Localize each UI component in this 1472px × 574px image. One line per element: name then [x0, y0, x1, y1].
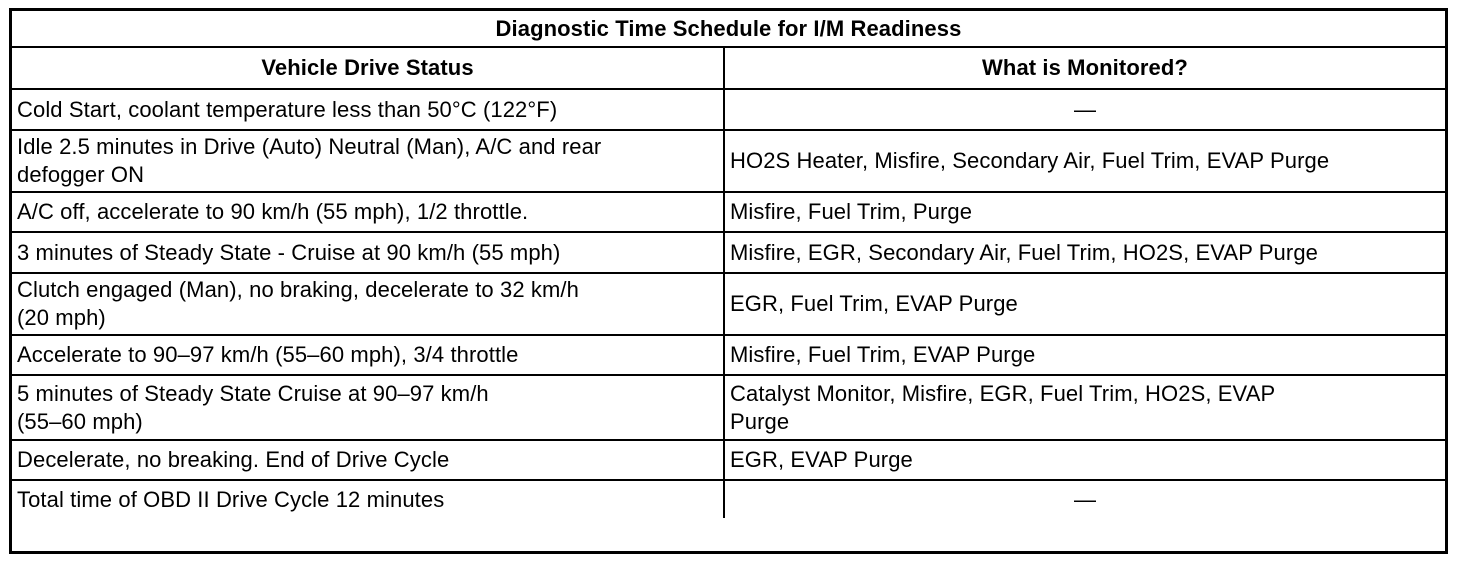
drive-status-line: Clutch engaged (Man), no braking, decelerate to 32 km/h [17, 277, 579, 302]
table-row [12, 89, 1445, 130]
monitored-cell: — [724, 89, 1445, 130]
drive-status-line: defogger ON [17, 162, 145, 187]
monitored-cell: HO2S Heater, Misfire, Secondary Air, Fuel Trim, EVAP Purge [724, 130, 1445, 192]
table-row [12, 232, 1445, 273]
table-row [12, 375, 1445, 440]
drive-status-line: Idle 2.5 minutes in Drive (Auto) Neutral (Man), A/C and rear [17, 134, 602, 159]
monitored-line: Catalyst Monitor, Misfire, EGR, Fuel Trim, HO2S, EVAP [730, 380, 1276, 406]
monitored-line: Purge [730, 408, 790, 434]
monitored-cell: EGR, EVAP Purge [724, 440, 1445, 480]
drive-status-cell: Total time of OBD II Drive Cycle 12 minutes [12, 480, 724, 518]
drive-status-cell [12, 375, 724, 440]
monitored-cell [724, 375, 1445, 440]
table-row [12, 273, 1445, 335]
drive-status-cell [12, 273, 724, 335]
monitored-cell: Misfire, EGR, Secondary Air, Fuel Trim, HO2S, EVAP Purge [724, 232, 1445, 273]
drive-status-line: 5 minutes of Steady State Cruise at 90–97 km/h [17, 380, 489, 406]
table-title: Diagnostic Time Schedule for I/M Readiness [12, 11, 1445, 47]
table-row [12, 130, 1445, 192]
drive-status-cell: Decelerate, no breaking. End of Drive Cycle [12, 440, 724, 480]
table-row [12, 335, 1445, 375]
monitored-cell: Misfire, Fuel Trim, Purge [724, 192, 1445, 232]
drive-status-cell: A/C off, accelerate to 90 km/h (55 mph), 1/2 throttle. [12, 192, 724, 232]
diagnostic-schedule-table-frame [9, 8, 1448, 554]
table-row [12, 192, 1445, 232]
table-row [12, 440, 1445, 480]
header-vehicle-drive-status: Vehicle Drive Status [12, 47, 724, 89]
monitored-cell: EGR, Fuel Trim, EVAP Purge [724, 273, 1445, 335]
diagnostic-schedule-table [12, 11, 1445, 518]
drive-status-line: (20 mph) [17, 305, 106, 330]
table-row [12, 480, 1445, 518]
table-title-row [12, 11, 1445, 47]
drive-status-cell: Accelerate to 90–97 km/h (55–60 mph), 3/4 throttle [12, 335, 724, 375]
drive-status-line: (55–60 mph) [17, 408, 143, 434]
monitored-cell: — [724, 480, 1445, 518]
monitored-cell: Misfire, Fuel Trim, EVAP Purge [724, 335, 1445, 375]
drive-status-cell [12, 130, 724, 192]
drive-status-cell: 3 minutes of Steady State - Cruise at 90 km/h (55 mph) [12, 232, 724, 273]
header-what-is-monitored: What is Monitored? [724, 47, 1445, 89]
table-header-row [12, 47, 1445, 89]
drive-status-cell: Cold Start, coolant temperature less than 50°C (122°F) [12, 89, 724, 130]
